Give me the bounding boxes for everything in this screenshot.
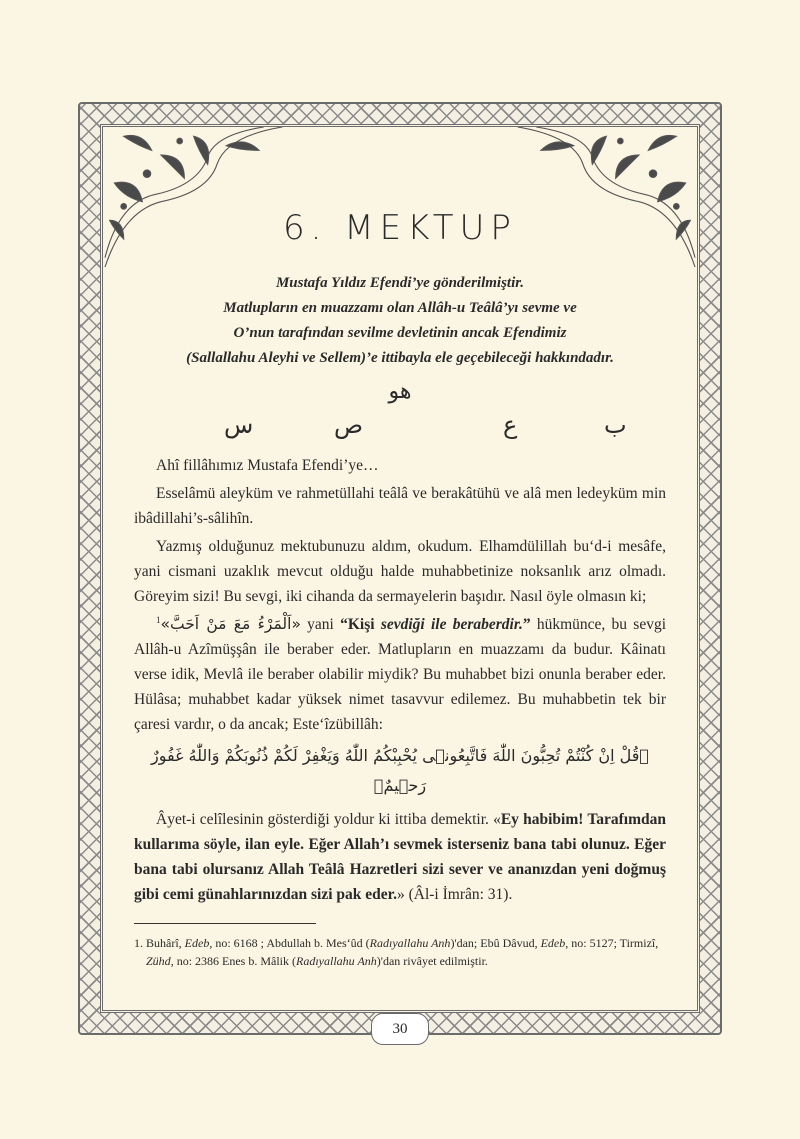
page-content — [100, 124, 700, 1013]
paragraph: Ahî fillâhımız Mustafa Efendi’ye… — [156, 457, 379, 474]
arabic-letters — [134, 407, 666, 443]
bold-text: “Kişi — [340, 616, 381, 633]
arabic-letter: ص — [334, 411, 364, 439]
bold-italic-text: sevdiği ile beraberdir. — [380, 616, 523, 633]
text: yani — [300, 616, 341, 633]
page-number: 30 — [371, 1013, 429, 1045]
footnote-divider — [134, 923, 316, 924]
italic-text: Edeb — [184, 936, 210, 950]
chapter-title: 6. MEKTUP — [283, 208, 517, 248]
text: » (Âl-i İmrân: 31). — [396, 886, 513, 903]
footnote-ref[interactable]: 1 — [156, 614, 161, 625]
text: )'dan; Ebû Dâvud, — [450, 936, 541, 950]
italic-text: Edeb — [540, 936, 566, 950]
quran-verse: ﴿قُلْ اِنْ كُنْتُمْ تُحِبُّونَ اللّٰهَ فَاتَّبِعُونٖى يُحْبِبْكُمُ اللّٰهُ وَيَغْفِرْ لَكُمْ ذُنُوبَكُمْ وَاللّٰهُ غَفُورٌ رَحٖيمٌ﴾ — [151, 746, 649, 795]
footnote — [134, 934, 666, 970]
paragraph — [134, 807, 666, 907]
subtitle-line: Mustafa Yıldız Efendi’ye gönderilmiştir. — [275, 275, 525, 291]
paragraph: Yazmış olduğunuz mektubunuzu aldım, okudum. Elhamdülillah bu‘d-i mesâfe, yani cismani uzaklık mevcut olduğu halde muhabbetinize noksanlık arız olmadı. Göreyim sizi! Bu sevgi, iki cihanda da sermayelerin başıdır. Nasıl öyle olmasın ki; — [134, 538, 666, 605]
bold-text: Ey habibim! Tarafımdan kullarıma söyle, ilan eyle. Eğer Allah’ı sevmek isterseniz bana tabi olunuz. Eğer bana tabi olursanız Allah Teâlâ Hazretleri sizi sever ve ananızdan yeni doğmuş gibi cemi günahlarınızdan sizi pak eder. — [134, 811, 666, 903]
page-flow — [134, 205, 666, 970]
italic-text: Radıyallahu Anh — [369, 936, 451, 950]
text: hükmünce, bu sevgi Allâh-u Azîmüşşân ile beraber eder. Matlupların en muazzamı da budur. Kâinatı verse idik, Mevlâ ile beraber olabilir miydik? Bu muhabbet bizi onunla beraber eder. Hülâsa; muhabbet kadar yüksek nimet tasavvur edilemez. Bu muhabbetin tek bir çaresi vardır, o da ancak; Este‘îzübillâh: — [134, 616, 667, 733]
text: , no: 5127; Tirmizî, — [565, 936, 659, 950]
arabic-letter: س — [224, 411, 254, 439]
subtitle-line: Matlupların en muazzamı olan Allâh-u Teâlâ’yı sevme ve — [223, 300, 577, 316]
letter-body — [134, 453, 666, 907]
paragraph: Esselâmü aleyküm ve rahmetüllahi teâlâ ve berakâtühü ve alâ men ledeyküm min ibâdillahi’s-sâlihîn. — [134, 485, 666, 527]
paragraph — [134, 612, 666, 737]
bold-text: ” — [522, 616, 531, 633]
subtitle-line: O’nun tarafından sevilme devletinin ancak Efendimiz — [233, 325, 567, 341]
text: )'dan rivâyet edilmiştir. — [376, 954, 488, 968]
italic-text: Zühd — [146, 954, 171, 968]
italic-text: Radıyallahu Anh — [296, 954, 377, 968]
hadith-arabic: «اَلْمَرْءُ مَعَ مَنْ اَحَبَّ» — [160, 615, 301, 633]
huwa-invocation: هو — [388, 379, 412, 404]
chapter-subtitle — [134, 271, 666, 371]
arabic-letter: ب — [604, 411, 627, 439]
text: 1. Buhârî, — [134, 936, 185, 950]
text: Âyet-i celîlesinin gösterdiği yoldur ki ittiba demektir. « — [156, 811, 501, 828]
text: , no: 6168 ; Abdullah b. Mes‘ûd ( — [209, 936, 370, 950]
text: , no: 2386 Enes b. Mâlik ( — [170, 954, 297, 968]
ornamental-frame — [78, 102, 722, 1035]
arabic-letter: ع — [503, 411, 518, 439]
subtitle-line: (Sallallahu Aleyhi ve Sellem)’e ittibayla ele geçebileceği hakkındadır. — [186, 350, 614, 366]
